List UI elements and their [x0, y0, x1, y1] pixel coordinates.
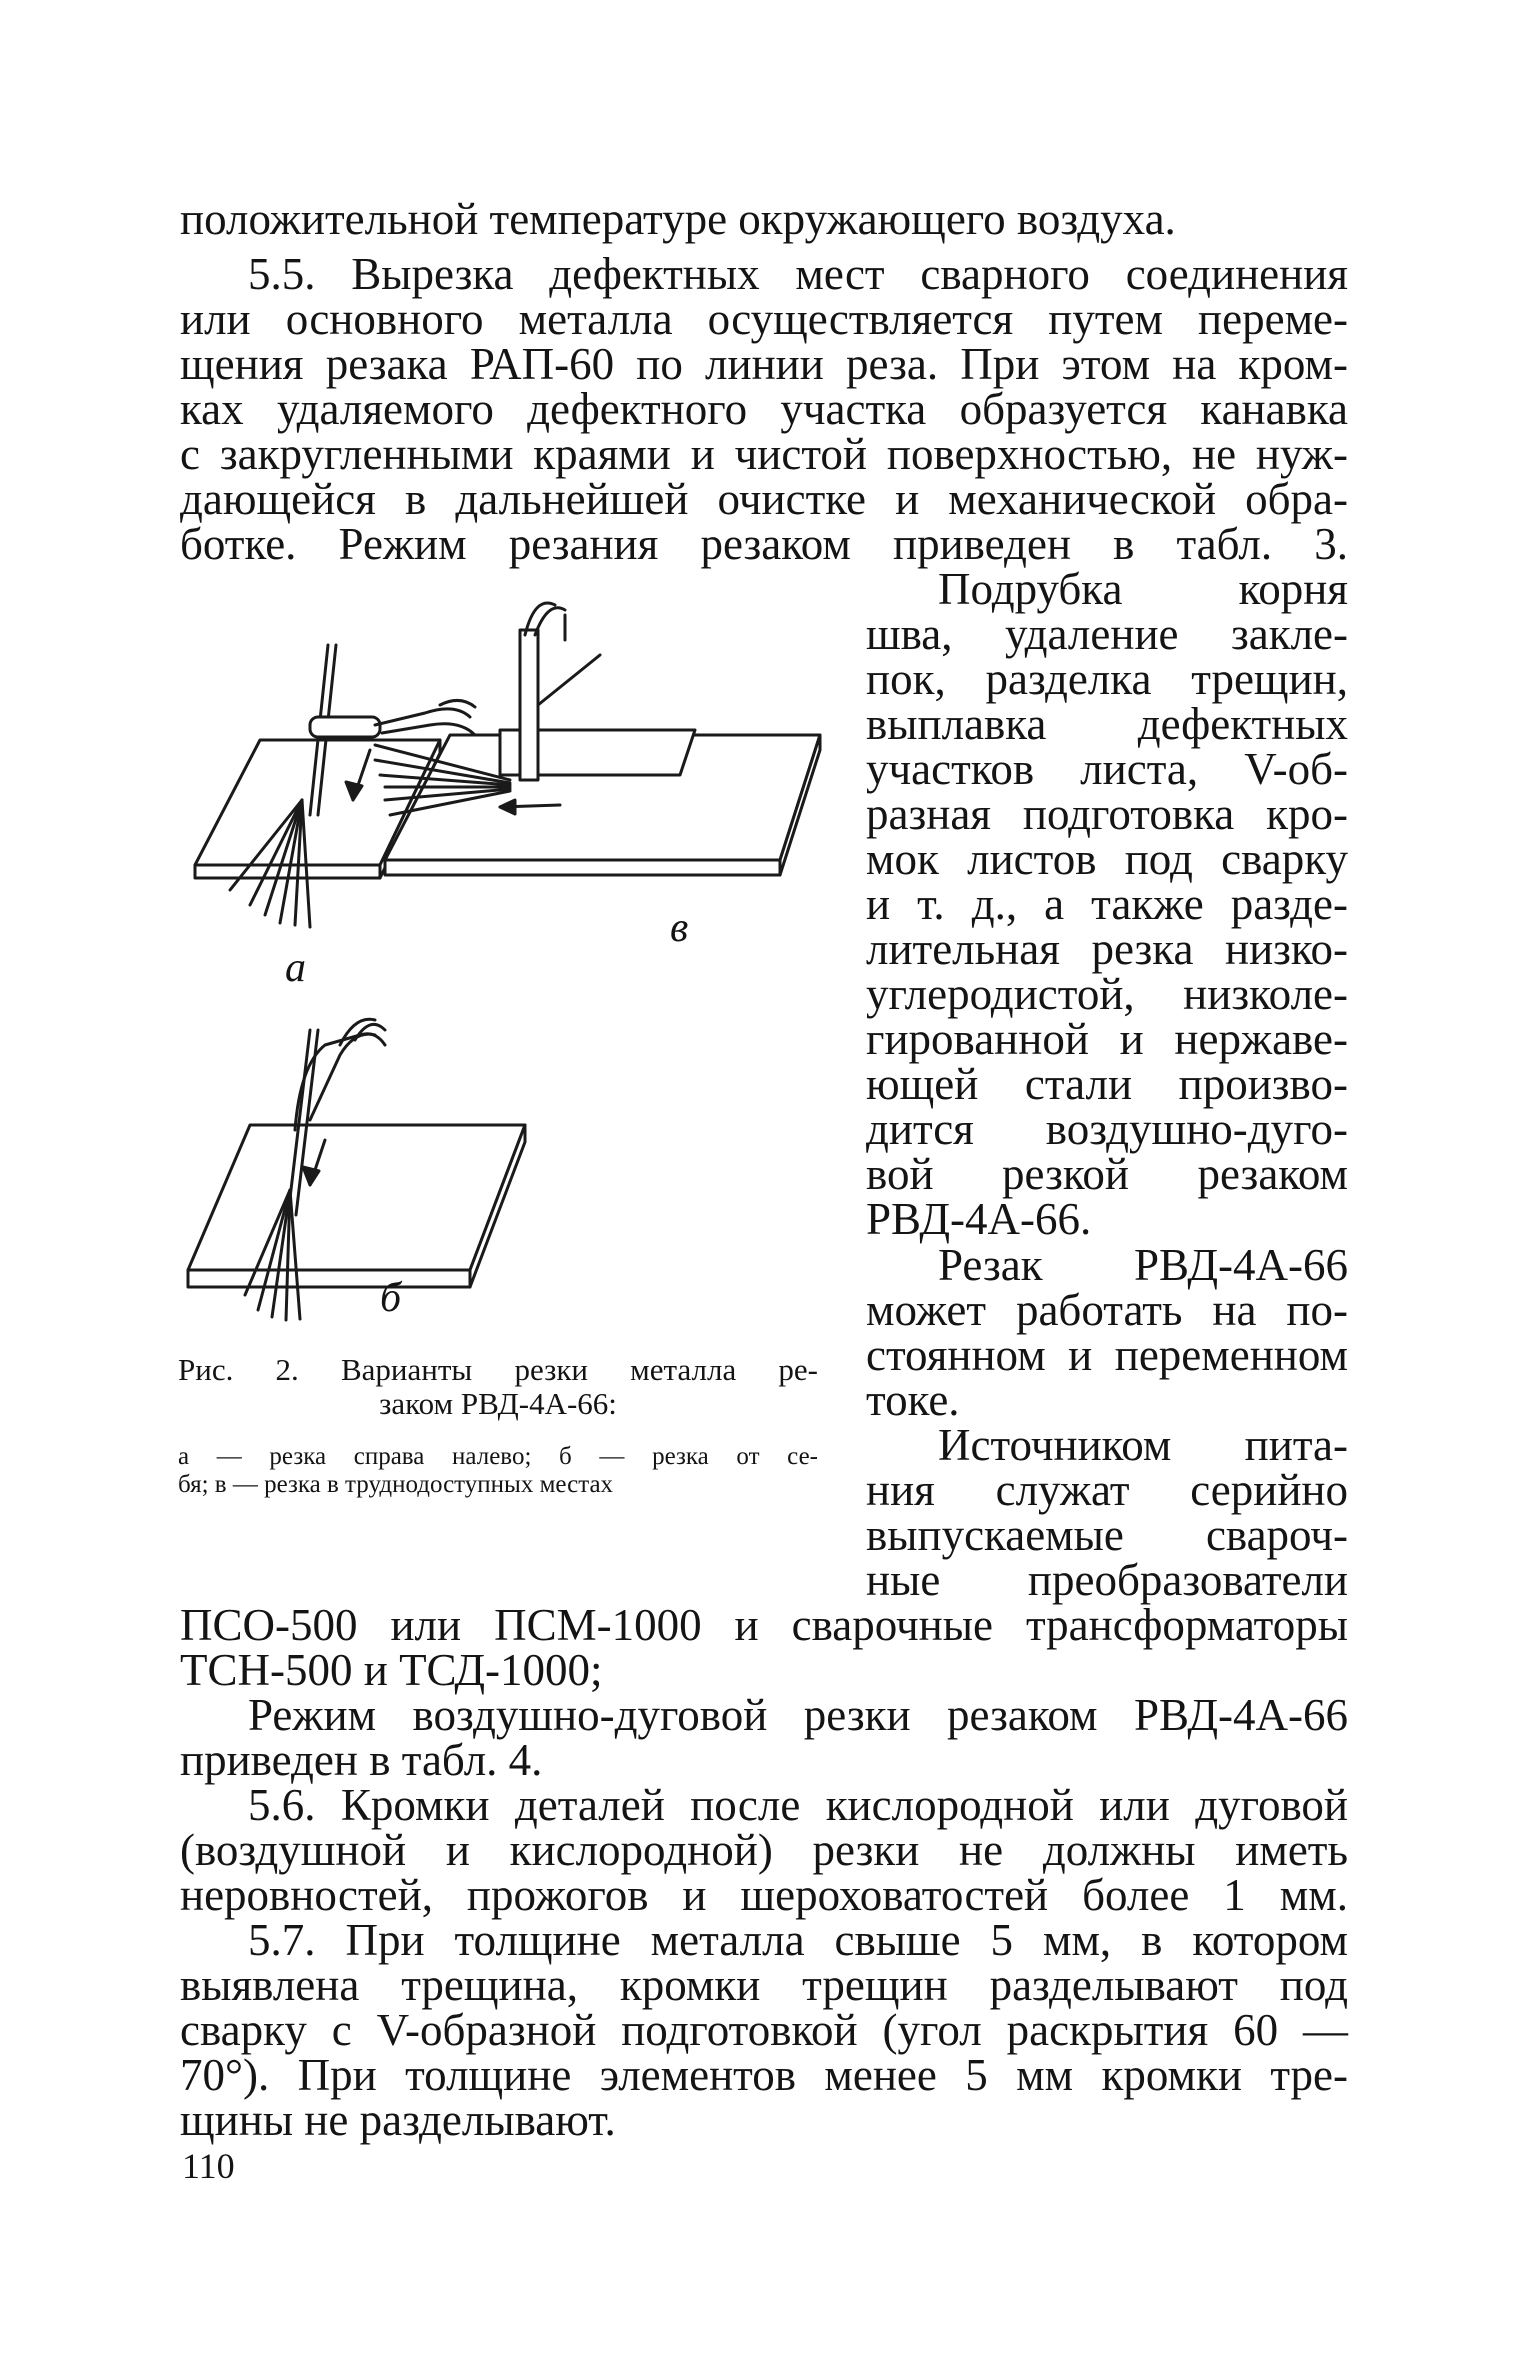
figure-drawing [170, 575, 860, 1325]
column-line: ные преобразователи [866, 1555, 1348, 1605]
body-line: 70°). При толщине элементов менее 5 мм кромки тре- [180, 2050, 1348, 2100]
column-line: дится воздушно-дуго- [866, 1104, 1348, 1154]
body-line: (воздушной и кислородной) резки не должны иметь [180, 1825, 1348, 1875]
body-line: 5.7. При толщине металла свыше 5 мм, в котором [248, 1915, 1348, 1965]
column-line: Источником пита- [938, 1420, 1348, 1470]
column-line: Подрубка корня [938, 564, 1348, 614]
body-line: ках удаляемого дефектного участка образуется канавка [180, 384, 1348, 434]
body-line: щины не разделывают. [180, 2095, 616, 2145]
body-line: неровностей, прожогов и шероховатостей более 1 мм. [180, 1870, 1348, 1920]
figure-legend: а — резка справа налево; б — резка от се- [178, 1443, 818, 1470]
column-line: выпускаемые свароч- [866, 1510, 1348, 1560]
column-line: ющей стали произво- [866, 1059, 1348, 1109]
body-line: приведен в табл. 4. [180, 1735, 543, 1785]
column-line: ния служат серийно [866, 1465, 1348, 1515]
page-number: 110 [182, 2146, 235, 2186]
variant-v-drawing [375, 603, 820, 875]
body-line: сварку с V-образной подготовкой (угол раскрытия 60 — [180, 2005, 1348, 2055]
figure-caption: Рис. 2. Варианты резки металла ре- [178, 1352, 818, 1387]
column-line: участков листа, V-об- [866, 744, 1348, 794]
column-line: углеродистой, низколе- [866, 969, 1348, 1019]
body-line: Режим воздушно-дуговой резки резаком РВД-4А-66 [248, 1690, 1348, 1740]
column-line: пок, разделка трещин, [866, 654, 1348, 704]
column-line: лительная резка низко- [866, 924, 1348, 974]
body-line: или основного металла осуществляется путем переме- [180, 294, 1348, 344]
figure-legend: бя; в — резка в труднодоступных местах [178, 1471, 614, 1498]
column-line: вой резкой резаком [866, 1149, 1348, 1199]
column-line: токе. [866, 1375, 960, 1425]
label-variant-b: б [380, 1275, 402, 1321]
body-line: ботке. Режим резания резаком приведен в табл. 3. [180, 519, 1348, 569]
column-line: мок листов под сварку [866, 834, 1348, 884]
column-line: РВД-4А-66. [866, 1194, 1092, 1244]
column-line: и т. д., а также разде- [866, 879, 1348, 929]
body-line: с закругленными краями и чистой поверхностью, не нуж- [180, 429, 1348, 479]
body-line: положительной температуре окружающего воздуха. [180, 194, 1176, 244]
column-line: шва, удаление закле- [866, 609, 1348, 659]
body-line: щения резака РАП-60 по линии реза. При этом на кром- [180, 339, 1348, 389]
column-line: разная подготовка кро- [866, 789, 1348, 839]
label-variant-v: в [670, 905, 689, 951]
body-line: 5.5. Вырезка дефектных мест сварного соединения [248, 249, 1348, 299]
column-line: выплавка дефектных [866, 699, 1348, 749]
body-line: 5.6. Кромки деталей после кислородной или дуговой [248, 1780, 1348, 1830]
body-line: выявлена трещина, кромки трещин разделывают под [180, 1960, 1348, 2010]
variant-b-drawing [188, 1019, 525, 1320]
figure-caption: заком РВД-4А-66: [379, 1386, 617, 1421]
column-line: стоянном и переменном [866, 1330, 1348, 1380]
body-line: ТСН-500 и ТСД-1000; [180, 1645, 603, 1695]
figure-illustration [170, 575, 860, 1325]
body-line: дающейся в дальнейшей очистке и механической обра- [180, 474, 1348, 524]
body-line: ПСО-500 или ПСМ-1000 и сварочные трансформаторы [180, 1600, 1348, 1650]
column-line: может работать на по- [866, 1285, 1348, 1335]
label-variant-a: а [285, 945, 306, 991]
column-line: Резак РВД-4А-66 [938, 1240, 1348, 1290]
column-line: гированной и нержаве- [866, 1014, 1348, 1064]
